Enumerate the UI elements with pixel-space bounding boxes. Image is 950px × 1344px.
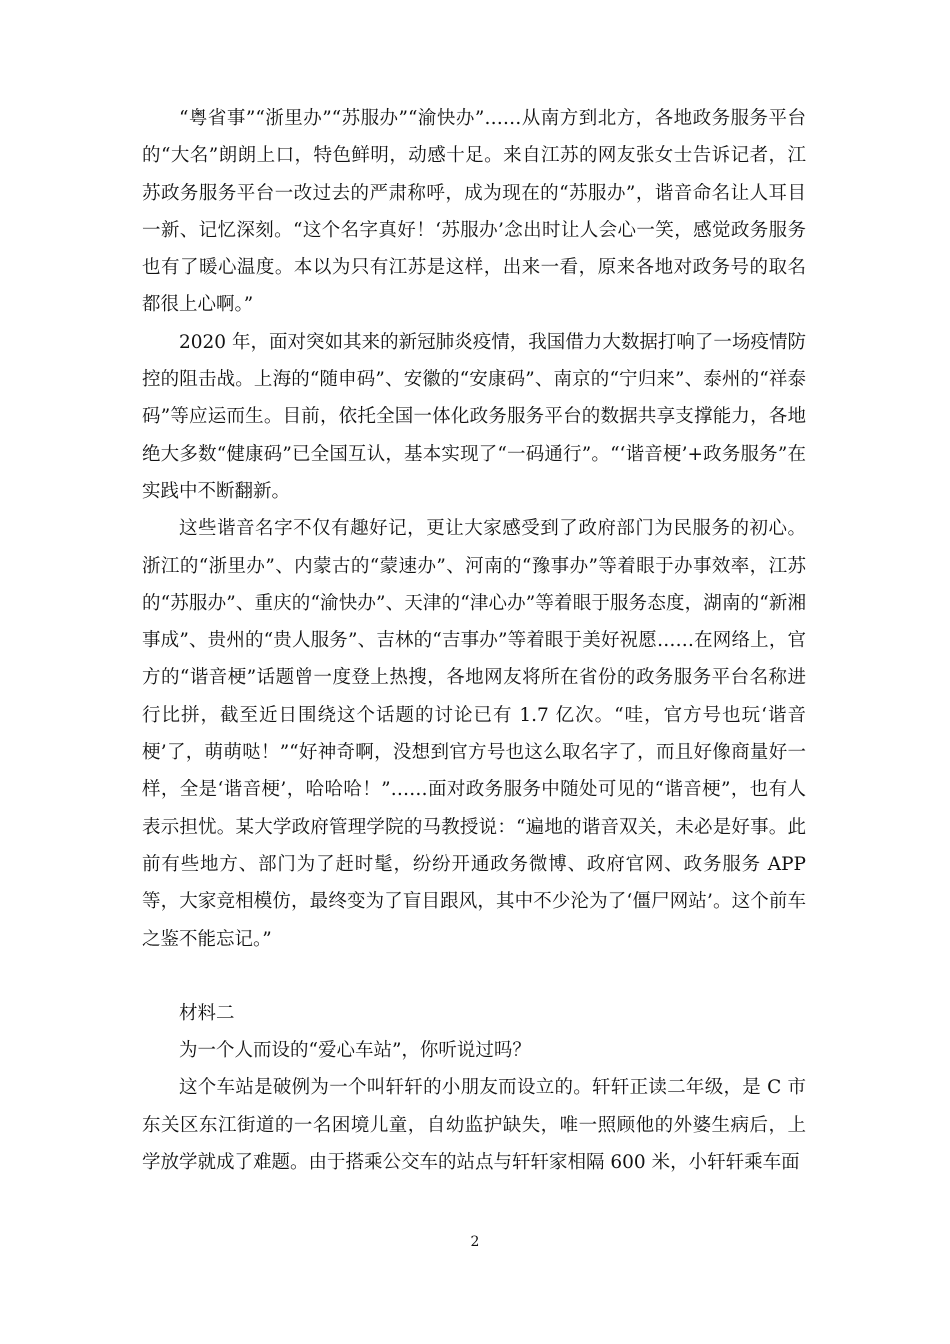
section-heading: 材料二 bbox=[179, 1002, 235, 1024]
paragraph: 2020 年，面对突如其来的新冠肺炎疫情，我国借力大数据打响了一场疫情防控的阻击战。上海的“随申码”、安徽的“安康码”、南京的“宁归来”、泰州的“祥泰码”等应运而生。目前，依托全国一体化政务服务平台的数据共享支撑能力，各地绝大多数“健康码”已全国互认，基本实现了“一码通行”。“‘谐音梗’+政务服务”在实践中不断翻新。 bbox=[142, 331, 806, 502]
paragraph: 这个车站是破例为一个叫轩轩的小朋友而设立的。轩轩正读二年级，是 C 市东关区东江街道的一名困境儿童，自幼监护缺失，唯一照顾他的外婆生病后，上学放学就成了难题。由于搭乘公交车的站点与轩轩家相隔 600 米，小轩轩乘车面 bbox=[142, 1077, 806, 1174]
paragraph: “粤省事”“浙里办”“苏服办”“渝快办”……从南方到北方，各地政务服务平台的“大名”朗朗上口，特色鲜明，动感十足。来自江苏的网友张女士告诉记者，江苏政务服务平台一改过去的严肃称呼，成为现在的“苏服办”，谐音命名让人耳目一新、记忆深刻。“这个名字真好！‘苏服办’念出时让人会心一笑，感觉政务服务也有了暖心温度。本以为只有江苏是这样，出来一看，原来各地对政务号的取名都很上心啊。” bbox=[142, 108, 806, 316]
document-body bbox=[142, 100, 806, 1181]
page-number: 2 bbox=[470, 1234, 480, 1250]
blank-line bbox=[142, 958, 806, 995]
section-subtitle: 为一个人而设的“爱心车站”，你听说过吗？ bbox=[179, 1040, 531, 1062]
paragraph: 这些谐音名字不仅有趣好记，更让大家感受到了政府部门为民服务的初心。浙江的“浙里办”、内蒙古的“蒙速办”、河南的“豫事办”等着眼于办事效率，江苏的“苏服办”、重庆的“渝快办”、天津的“津心办”等着眼于服务态度，湖南的“新湘事成”、贵州的“贵人服务”、吉林的“吉事办”等着眼于美好祝愿……在网络上，官方的“谐音梗”话题曾一度登上热搜，各地网友将所在省份的政务服务平台名称进行比拼，截至近日围绕这个话题的讨论已有 1.7 亿次。“哇，官方号也玩‘谐音梗’了，萌萌哒！”“好神奇啊，没想到官方号也这么取名字了，而且好像商量好一样，全是‘谐音梗’，哈哈哈！”……面对政务服务中随处可见的“谐音梗”，也有人表示担忧。某大学政府管理学院的马教授说：“遍地的谐音双关，未必是好事。此前有些地方、部门为了赶时髦，纷纷开通政务微博、政府官网、政务服务 APP 等，大家竞相模仿，最终变为了盲目跟风，其中不少沦为了‘僵尸网站’。这个前车之鉴不能忘记。” bbox=[142, 518, 806, 950]
